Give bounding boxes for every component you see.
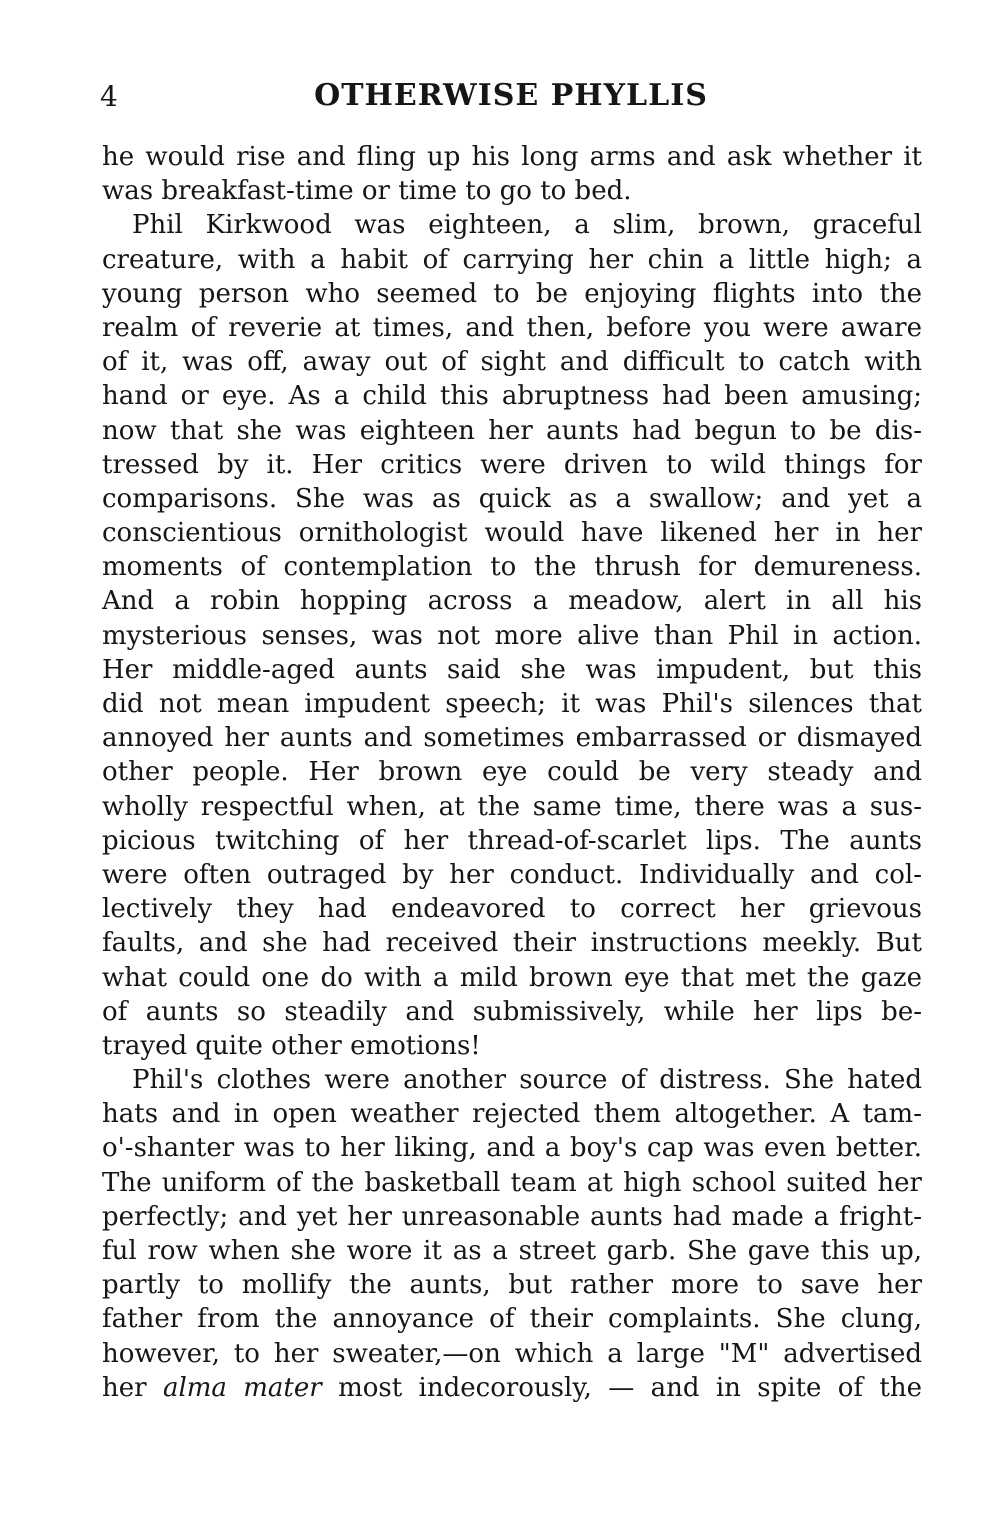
text-line: And a robin hopping across a meadow, alert in all his xyxy=(102,586,922,617)
text-line: realm of reverie at times, and then, before you were aware xyxy=(102,312,922,343)
page-header xyxy=(100,78,922,118)
text-line: conscientious ornithologist would have likened her in her xyxy=(102,518,922,549)
final-line-end: most indecorously, — and in spite of the xyxy=(321,1372,922,1403)
final-line-start: her xyxy=(102,1372,163,1403)
text-line: Phil's clothes were another source of distress. She hated xyxy=(132,1065,922,1096)
running-title: OTHERWISE PHYLLIS xyxy=(314,78,708,113)
text-line: trayed quite other emotions! xyxy=(102,1030,481,1061)
text-line: however, to her sweater,—on which a large "M" advertised xyxy=(102,1338,922,1369)
text-line-final xyxy=(102,1371,922,1405)
text-line: he would rise and fling up his long arms and ask whether it xyxy=(102,142,922,172)
text-line: now that she was eighteen her aunts had begun to be dis- xyxy=(102,415,922,446)
text-line: of aunts so steadily and submissively, while her lips be- xyxy=(102,996,922,1027)
text-line: hats and in open weather rejected them altogether. A tam- xyxy=(102,1099,922,1130)
page-number: 4 xyxy=(100,80,118,113)
text-line: what could one do with a mild brown eye that met the gaze xyxy=(102,962,922,993)
text-line: partly to mollify the aunts, but rather more to save her xyxy=(102,1270,922,1301)
text-line: mysterious senses, was not more alive than Phil in action. xyxy=(102,620,922,651)
text-line: tressed by it. Her critics were driven to wild things for xyxy=(102,449,922,480)
text-line: Her middle-aged aunts said she was impudent, but this xyxy=(102,654,922,685)
text-line: ful row when she wore it as a street garb. She gave this up, xyxy=(102,1236,922,1266)
text-line: creature, with a habit of carrying her chin a little high; a xyxy=(102,244,922,275)
text-line: young person who seemed to be enjoying flights into the xyxy=(102,278,922,309)
text-line: moments of contemplation to the thrush for demureness. xyxy=(102,552,922,583)
text-line: of it, was off, away out of sight and difficult to catch with xyxy=(102,347,922,378)
text-line: annoyed her aunts and sometimes embarrassed or dismayed xyxy=(102,723,922,754)
text-line: o'-shanter was to her liking, and a boy's cap was even better. xyxy=(102,1133,922,1164)
text-line: The uniform of the basketball team at high school suited her xyxy=(102,1167,922,1198)
text-line: perfectly; and yet her unreasonable aunts had made a fright- xyxy=(102,1201,922,1232)
text-line: was breakfast-time or time to go to bed. xyxy=(102,176,632,207)
text-line: picious twitching of her thread-of-scarlet lips. The aunts xyxy=(102,825,922,856)
italic-phrase: alma mater xyxy=(162,1372,322,1403)
text-line: wholly respectful when, at the same time, there was a sus- xyxy=(102,791,922,822)
text-line: father from the annoyance of their complaints. She clung, xyxy=(102,1304,922,1335)
text-line: comparisons. She was as quick as a swallow; and yet a xyxy=(102,483,922,514)
text-line: hand or eye. As a child this abruptness had been amusing; xyxy=(102,381,922,412)
text-line: did not mean impudent speech; it was Phil's silences that xyxy=(102,689,922,719)
text-line: Phil Kirkwood was eighteen, a slim, brown, graceful xyxy=(132,210,922,241)
text-line: lectively they had endeavored to correct her grievous xyxy=(102,894,922,925)
text-line: other people. Her brown eye could be very steady and xyxy=(102,757,922,788)
text-line: were often outraged by her conduct. Individually and col- xyxy=(102,859,922,890)
body-text xyxy=(102,140,922,1405)
text-line: faults, and she had received their instructions meekly. But xyxy=(102,928,922,959)
